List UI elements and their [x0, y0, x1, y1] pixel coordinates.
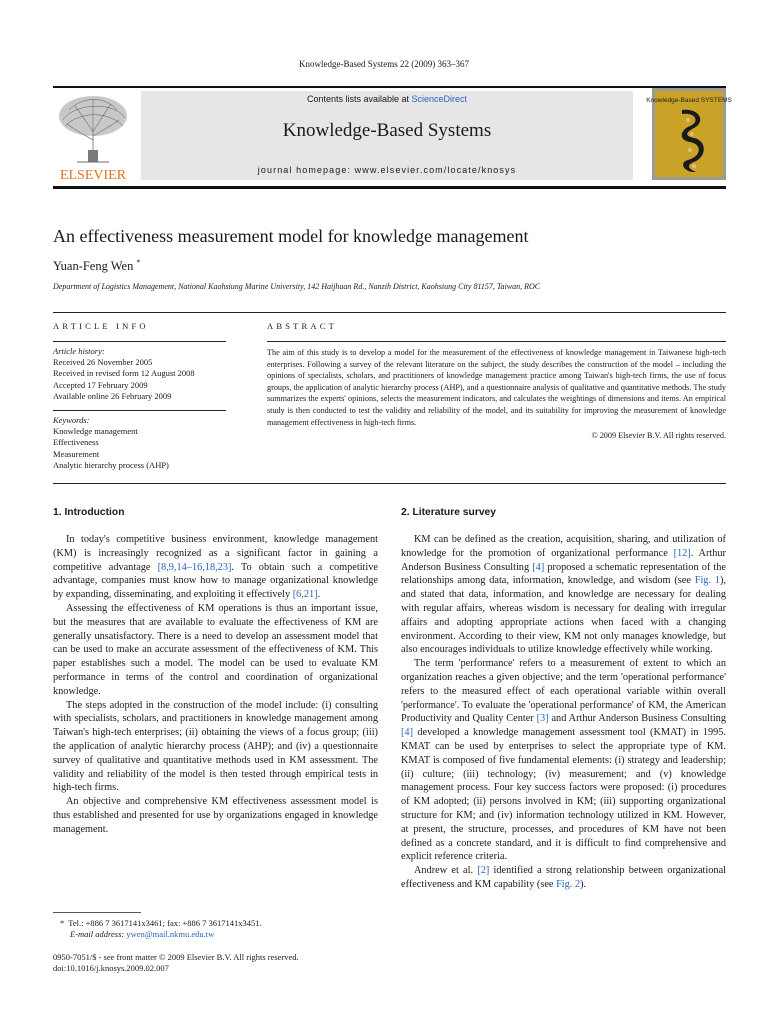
section-heading-introduction: 1. Introduction [53, 507, 125, 518]
reference-link[interactable]: [4] [401, 727, 414, 739]
keywords [53, 415, 169, 471]
elsevier-logo[interactable] [53, 90, 133, 182]
intro-paragraph: An objective and comprehensive KM effectiveness assessment model is thus established and presented for use by organizations engaged in knowledge management. [53, 796, 378, 835]
article-history [53, 346, 195, 402]
figure-link[interactable]: Fig. 1 [694, 575, 720, 587]
history-online: Available online 26 February 2009 [53, 390, 172, 401]
info-rule-2 [53, 410, 226, 411]
issn-line: 0950-7051/$ - see front matter © 2009 Elsevier B.V. All rights reserved. [53, 952, 299, 962]
article-title: An effectiveness measurement model for knowledge management [53, 226, 529, 246]
reference-link[interactable]: [8,9,14–16,18,23] [157, 561, 232, 573]
history-label: Article history: [53, 346, 105, 356]
author-name[interactable]: Yuan-Feng Wen [53, 259, 134, 274]
abstract-text: The aim of this study is to develop a model for the measurement of the effectiveness of knowledge management in Taiwanese high-tech enterprises. Following a survey of the relevant literature on the subject, the study describes the construction of the model – including the opinions of specialists, scholars, and practitioners of knowledge management practice among Taiwan's high-tech firms, the use of focus groups, the application of analytic hierarchy process (AHP), and a questionnaire analysis of qualitative and quantitative methods. The study summarizes the experts' opinions, selects the measurement indicators, and calculates the weightings of dimensions and items. An empirical study is then conducted to test the validity and reliability of the model, and its suitability for improving the measurement of knowledge management effectiveness in high-tech firms. [267, 348, 726, 427]
history-revised: Received in revised form 12 August 2008 [53, 368, 195, 379]
journal-citation: Knowledge-Based Systems 22 (2009) 363–367 [299, 59, 469, 69]
footnote-contact: * Tel.: +886 7 3617141x3461; fax: +886 7 3617141x3451. [60, 918, 262, 928]
keyword-item: Effectiveness [53, 437, 99, 448]
reference-link[interactable]: [6,21] [292, 589, 318, 601]
abstract-rule [267, 341, 726, 342]
introduction-column [53, 533, 378, 837]
contents-prefix: Contents lists available at [306, 94, 412, 104]
keyword-item: Analytic hierarchy process (AHP) [53, 459, 169, 470]
lit-paragraph: The term 'performance' refers to a measurement of extent to which an organization reaches a given objective; and the term 'operational performance' refers to the measured effect of each operational variable within overall 'performance'. To evaluate the 'operational performance' of KM, the American Productivity and Quality Center [3] and Arthur Anderson Business Consulting [4] developed a knowledge management assessment tool (KMAT) in 1995. KMAT can be used by enterprises to select the appropriate type of KM. KMAT is composed of five fundamental elements: (i) strategy and leadership; (ii) culture; (iii) technology; (iv) measurement; and (v) knowledge management process. Four key success factors were proposed: (i) procedures of KM adopted; (ii) persons involved in KM; (iii) supporting organizational structure for KM; and (iv) information technology utilized in KM. However, at present, the structure, processes, and procedures of KM have not been defined as a concrete standard, and it is difficult to find comprehensive and explicit reference criteria. [401, 658, 726, 863]
keywords-label: Keywords: [53, 415, 90, 425]
journal-homepage[interactable]: journal homepage: www.elsevier.com/locate/knosys [257, 165, 517, 175]
header-top-rule [53, 86, 726, 88]
keyword-item: Measurement [53, 448, 100, 459]
email-link[interactable]: ywen@mail.nkmu.edu.tw [126, 929, 215, 940]
reference-link[interactable]: [2] [477, 865, 490, 877]
footnote-email: E-mail address: ywen@mail.nkmu.edu.tw [70, 929, 215, 940]
keyword-item: Knowledge management [53, 426, 138, 437]
lit-paragraph: KM can be defined as the creation, acquisition, sharing, and utilization of knowledge for the promotion of organizational performance [12]. Arthur Anderson Business Consulting [4] proposed a schematic representation of the relationships among data, information, knowledge, and wisdom (see Fig. 1), and stated that data, information, and knowledge are necessary for dealing with regular affairs, whereas wisdom is necessary for dealing with irregular affairs and adopting appropriate actions when faced with a changing environment. According to their view, KM not only manages knowledge, but also encourages individuals to utilize knowledge effectively while working. [401, 534, 726, 656]
svg-text:Knowledge-Based SYSTEMS: Knowledge-Based SYSTEMS [646, 97, 732, 104]
svg-text:ELSEVIER: ELSEVIER [59, 168, 127, 183]
info-top-rule [53, 312, 726, 313]
abstract-body [267, 347, 726, 442]
intro-paragraph: In today's competitive business environment, knowledge management (KM) is increasingly recognized as a significant factor in gaining a competitive advantage [8,9,14–16,18,23]. To obtain such a competitive advantage, companies must know how to manage organizational knowledge by expanding, disseminating, and exploiting it effectively [6,21]. [53, 534, 378, 601]
front-matter [53, 952, 299, 974]
history-accepted: Accepted 17 February 2009 [53, 379, 148, 390]
contents-line [141, 94, 633, 104]
reference-link[interactable]: [4] [532, 561, 545, 573]
lit-paragraph: Andrew et al. [2] identified a strong relationship between organizational effectiveness and KM capability (see Fig. 2). [401, 865, 726, 890]
sciencedirect-link[interactable]: ScienceDirect [411, 94, 468, 104]
author-footnote-mark[interactable]: * [136, 258, 141, 267]
author-affiliation: Department of Logistics Management, National Kaohsiung Marine University, 142 Haijhuan Rd., Nanzih District, Kaohsiung City 81157, Taiwan, ROC [53, 282, 541, 291]
doi-line[interactable]: doi:10.1016/j.knosys.2009.02.007 [53, 963, 169, 974]
reference-link[interactable]: [3] [536, 713, 549, 725]
info-bottom-rule [53, 483, 726, 484]
reference-link[interactable]: [12] [673, 547, 691, 559]
header-bottom-rule [53, 186, 726, 189]
intro-paragraph: The steps adopted in the construction of the model include: (i) consulting with specialists, scholars, and practitioners in knowledge management among Taiwan's high-tech enterprises; (ii) obtaining the views of a focus group; (iii) the application of analytic hierarchy process (AHP); and (iv) a questionnaire survey of qualitative and quantitative methods used in KM assessment. The validity and reliability of the model is then tested through empirical tests in high-tech firms. [53, 699, 378, 794]
journal-cover-image[interactable] [646, 88, 732, 180]
section-heading-literature-survey: 2. Literature survey [401, 507, 497, 518]
abstract-heading: ABSTRACT [267, 321, 337, 331]
journal-name: Knowledge-Based Systems [282, 120, 492, 141]
info-rule-1 [53, 341, 226, 342]
article-info-heading: ARTICLE INFO [53, 321, 149, 331]
literature-column [401, 533, 726, 892]
history-received: Received 26 November 2005 [53, 357, 153, 368]
intro-paragraph: Assessing the effectiveness of KM operations is thus an important issue, but the measures that are available to evaluate the effectiveness of KM are generally unsatisfactory. There is a need to develop an assessment model that can be used to make an accurate assessment of the effectiveness of KM. This paper establishes such a model. The model can be used to evaluate KM performance in terms of the control and coordination of organizational knowledge. [53, 602, 378, 697]
author-footnote [60, 918, 262, 940]
footnote-rule [53, 912, 141, 913]
figure-link[interactable]: Fig. 2 [556, 878, 581, 890]
article-author [53, 258, 140, 274]
abstract-copyright: © 2009 Elsevier B.V. All rights reserved. [591, 431, 726, 441]
